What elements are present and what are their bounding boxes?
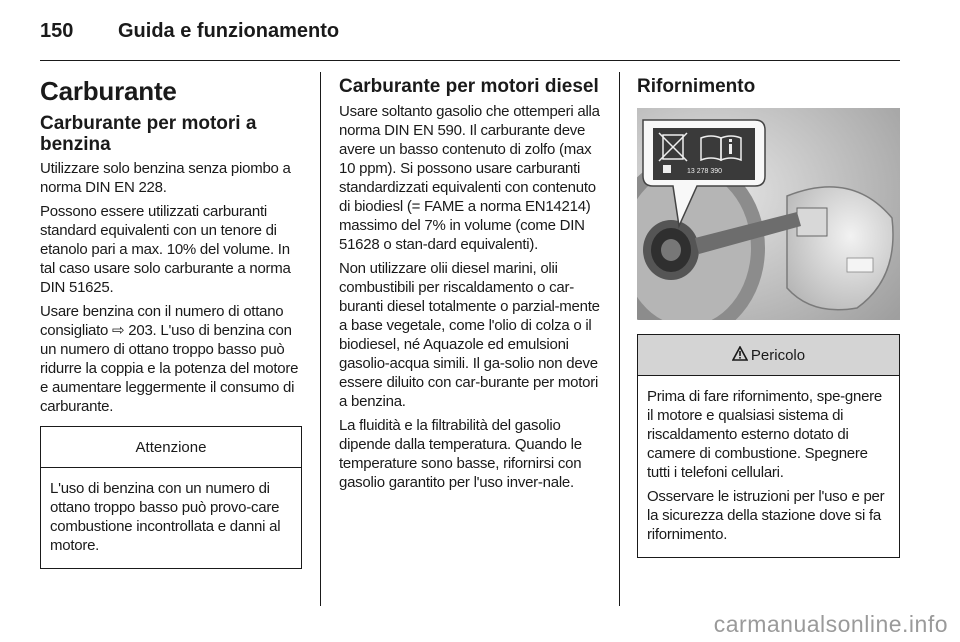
column-divider xyxy=(619,72,620,606)
sticker-code: 13 278 390 xyxy=(687,168,723,175)
page-number: 150 xyxy=(40,20,74,42)
caution-box xyxy=(40,426,302,569)
chapter-title: Guida e funzionamento xyxy=(118,20,340,42)
header-rule xyxy=(40,60,900,61)
subsection-title: Carburante per motori a benzina xyxy=(40,113,257,155)
danger-text: Prima di fare rifornimento, spe-gnere il motore e qualsiasi sistema di riscaldamento esterno dotato di camere di combustione. Spegnere tutti i telefoni cellulari. xyxy=(647,388,883,481)
column-diesel xyxy=(339,70,603,497)
caution-text: L'uso di benzina con un numero di ottano troppo basso può provo-care combustione incontrollata e danni al motore. xyxy=(50,480,281,554)
fuel-filler-photo xyxy=(637,108,900,320)
fuel-filler-illustration xyxy=(637,108,900,320)
paragraph: Usare soltanto gasolio che ottemperi alla norma DIN EN 590. Il carburante deve avere un basso contenuto di zolfo (max 10 ppm). Si possono usare carburanti standardizzati equivalenti con contenuto di biodiesl (= FAME a norma EN14214) massimo del 7% in volume (come DIN 51628 o stan-dard equivalenti). xyxy=(339,103,600,253)
caution-title: Attenzione xyxy=(41,427,301,468)
danger-box xyxy=(637,334,900,558)
section-title: Carburante per motori diesel xyxy=(339,76,599,97)
column-gasoline xyxy=(40,70,302,569)
column-refuelling xyxy=(637,70,900,558)
paragraph: La fluidità e la filtrabilità del gasolio dipende dalla temperatura. Quando le temperature sono basse, rifornirsi con gasolio garantito per l'uso inver-nale. xyxy=(339,417,582,491)
column-divider xyxy=(320,72,321,606)
paragraph: Utilizzare solo benzina senza piombo a norma DIN EN 228. xyxy=(40,160,291,196)
page-header xyxy=(40,18,900,62)
paragraph: Non utilizzare olii diesel marini, olii combustibili per riscaldamento o car-buranti diesel totalmente o parzial-mente a base vegetale, come l'olio di colza o il biodiesel, né Aquazole ed emulsioni gasolio-acqua simili. Il ga-solio non deve essere diluito con car-burante per motori a benzina. xyxy=(339,260,600,410)
section-title: Carburante xyxy=(40,76,177,106)
paragraph: Possono essere utilizzati carburanti standard equivalenti con un tenore di etanolo pari a max. 10% del volume. In tal caso usare solo carburante a norma DIN 51625. xyxy=(40,203,291,296)
warning-triangle-icon xyxy=(732,346,748,365)
section-title: Rifornimento xyxy=(637,76,756,97)
watermark: carmanualsonline.info xyxy=(713,611,948,637)
danger-header xyxy=(638,335,899,376)
danger-text: Osservare le istruzioni per l'uso e per la sicurezza della stazione dove si fa rifornimento. xyxy=(647,488,885,543)
danger-title: Pericolo xyxy=(750,346,806,364)
paragraph: Usare benzina con il numero di ottano consigliato ⇨ 203. L'uso di benzina con un numero di ottano troppo basso può ridurre la coppia e la potenza del motore e aumentare leggermente il consumo di carburante. xyxy=(40,303,299,415)
